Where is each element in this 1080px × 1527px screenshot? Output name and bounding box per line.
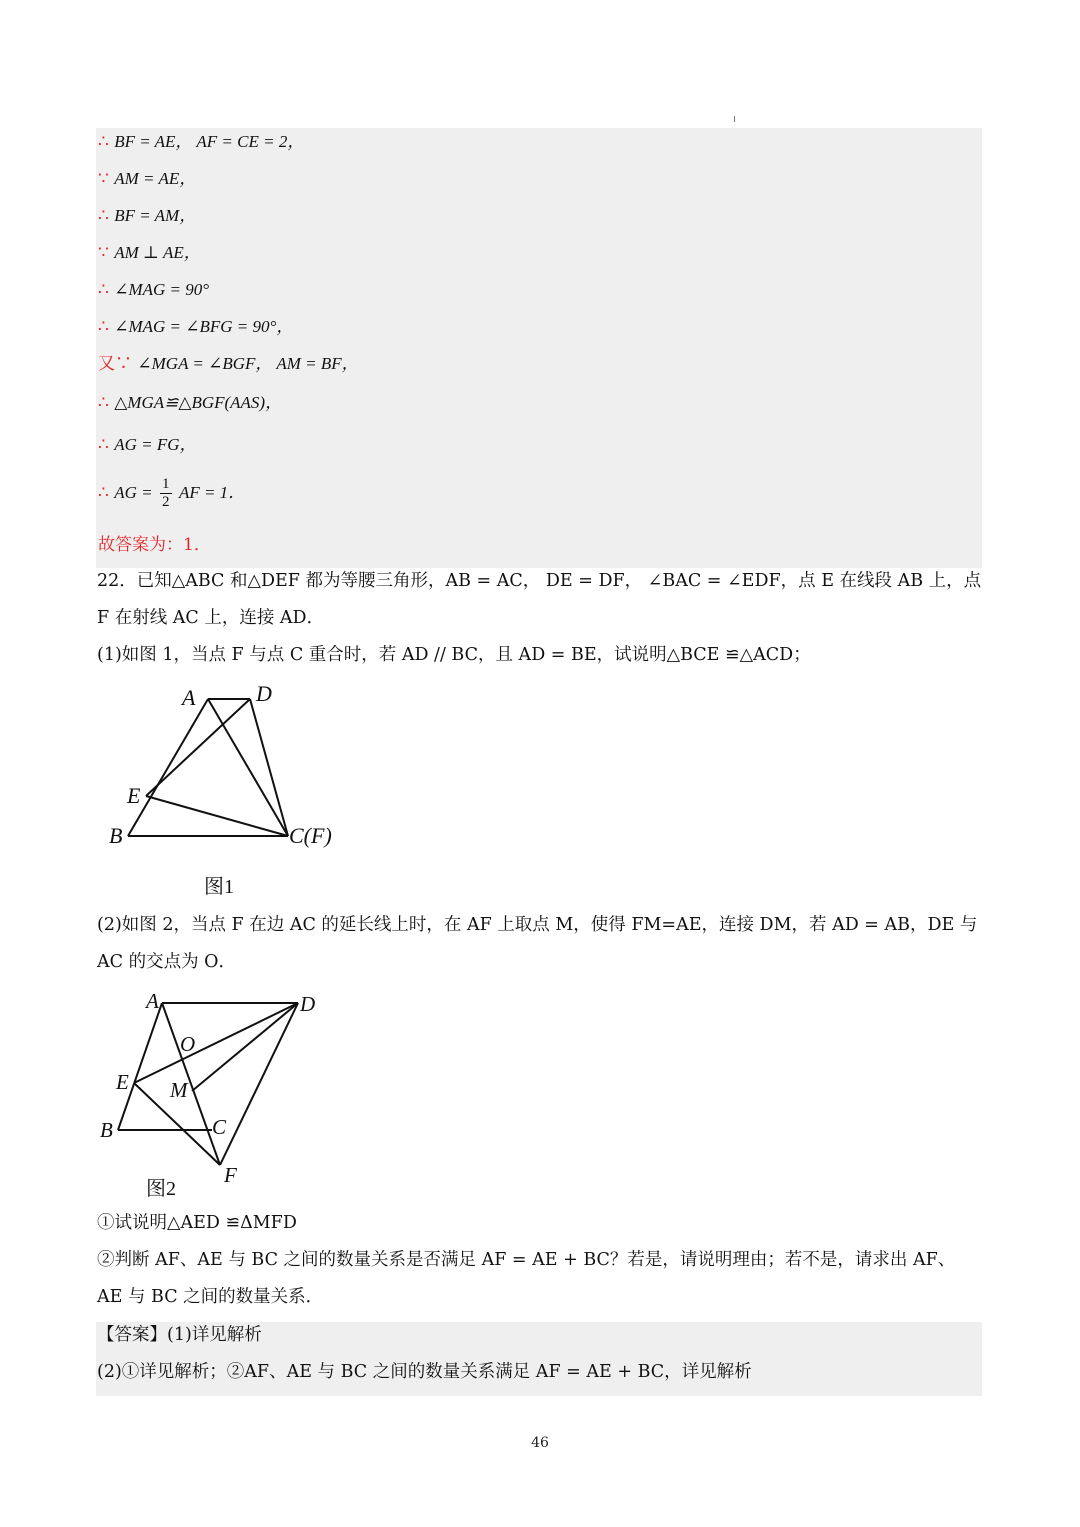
figure-2-caption: 图2	[146, 1178, 176, 1200]
symbol: 又∵	[98, 354, 132, 374]
sub-question-1: ①试说明△AED ≌ΔMFD	[97, 1213, 297, 1233]
symbol: ∴	[98, 435, 109, 455]
page-number: 46	[531, 1435, 549, 1451]
symbol: ∴	[98, 132, 109, 152]
symbol: ∴	[98, 206, 109, 226]
math-text: AM = AE，	[114, 169, 197, 188]
fraction-numerator: 1	[162, 476, 170, 492]
label-E: E	[127, 783, 141, 808]
problem-line-1: 22．已知△ABC 和△DEF 都为等腰三角形，AB = AC， DE = DF， ∠BAC = ∠EDF，点 E 在线段 AB 上，点	[97, 571, 982, 591]
symbol: ∵	[98, 169, 109, 189]
solution-line-10	[98, 473, 245, 513]
symbol: ∴	[98, 317, 109, 337]
fraction	[160, 476, 172, 511]
solution-line-2	[98, 168, 196, 190]
figure-2-lines	[118, 1003, 298, 1165]
solution-line-6	[98, 316, 293, 338]
label-A: A	[146, 989, 159, 1013]
problem-part-1: (1)如图 1，当点 F 与点 C 重合时，若 AD // BC，且 AD = BE，试说明△BCE ≌△ACD；	[97, 645, 811, 665]
label-A: A	[182, 685, 196, 710]
solution-line-7	[98, 353, 359, 375]
label-E: E	[116, 1070, 129, 1094]
math-text: ∠MAG = 90°	[114, 280, 210, 299]
sub-question-2-line-1: ②判断 AF、AE 与 BC 之间的数量关系是否满足 AF = AE + BC？若是，请说明理由；若不是，请求出 AF、	[97, 1250, 956, 1270]
problem-line-2: F 在射线 AC 上，连接 AD．	[97, 608, 325, 628]
problem-part-2-line-2: AC 的交点为 O．	[97, 952, 236, 972]
solution-line-8	[98, 392, 282, 414]
symbol: ∴	[98, 483, 109, 503]
solution-line-4	[98, 242, 201, 264]
solution-line-9	[98, 434, 197, 456]
symbol: ∴	[98, 393, 109, 413]
math-text: AG = FG，	[114, 435, 197, 454]
math-text: ∠MAG = ∠BFG = 90°，	[114, 317, 294, 336]
page-mark	[734, 116, 735, 122]
solution-line-5	[98, 279, 209, 301]
label-B: B	[109, 823, 123, 848]
label-M: M	[170, 1078, 188, 1102]
answer-line-1: 【答案】(1)详见解析	[97, 1325, 262, 1345]
label-D: D	[256, 681, 272, 706]
figure-1-lines	[128, 699, 288, 836]
math-text: BF = AM，	[114, 206, 197, 225]
problem-part-2-line-1: (2)如图 2，当点 F 在边 AC 的延长线上时，在 AF 上取点 M，使得 FM=AE，连接 DM，若 AD = AB，DE 与	[97, 915, 978, 935]
symbol: ∵	[98, 243, 109, 263]
solution-line-1	[98, 131, 304, 153]
label-B: B	[100, 1118, 113, 1142]
label-F: F	[224, 1163, 237, 1187]
figure-1-caption: 图1	[204, 876, 234, 898]
label-CF: C(F)	[289, 823, 332, 848]
final-answer: 故答案为：1．	[98, 535, 211, 555]
figure-2	[96, 985, 336, 1205]
solution-line-3	[98, 205, 196, 227]
label-D: D	[300, 992, 316, 1016]
math-text: AG =	[114, 483, 153, 502]
label-C: C	[212, 1115, 227, 1139]
label-O: O	[180, 1032, 196, 1056]
math-text: △MGA≌△BGF(AAS)，	[114, 393, 283, 412]
fraction-denominator: 2	[162, 494, 170, 510]
math-text: ∠MGA = ∠BGF， AM = BF，	[137, 354, 359, 373]
math-text: AM ⊥ AE，	[114, 243, 201, 262]
answer-line-2: (2)①详见解析；②AF、AE 与 BC 之间的数量关系满足 AF = AE + BC，详见解析	[97, 1362, 752, 1382]
symbol: ∴	[98, 280, 109, 300]
math-text: AF = 1．	[178, 483, 246, 502]
sub-question-2-line-2: AE 与 BC 之间的数量关系．	[97, 1287, 324, 1307]
figure-1	[100, 678, 360, 903]
math-text: BF = AE， AF = CE = 2，	[114, 132, 305, 151]
